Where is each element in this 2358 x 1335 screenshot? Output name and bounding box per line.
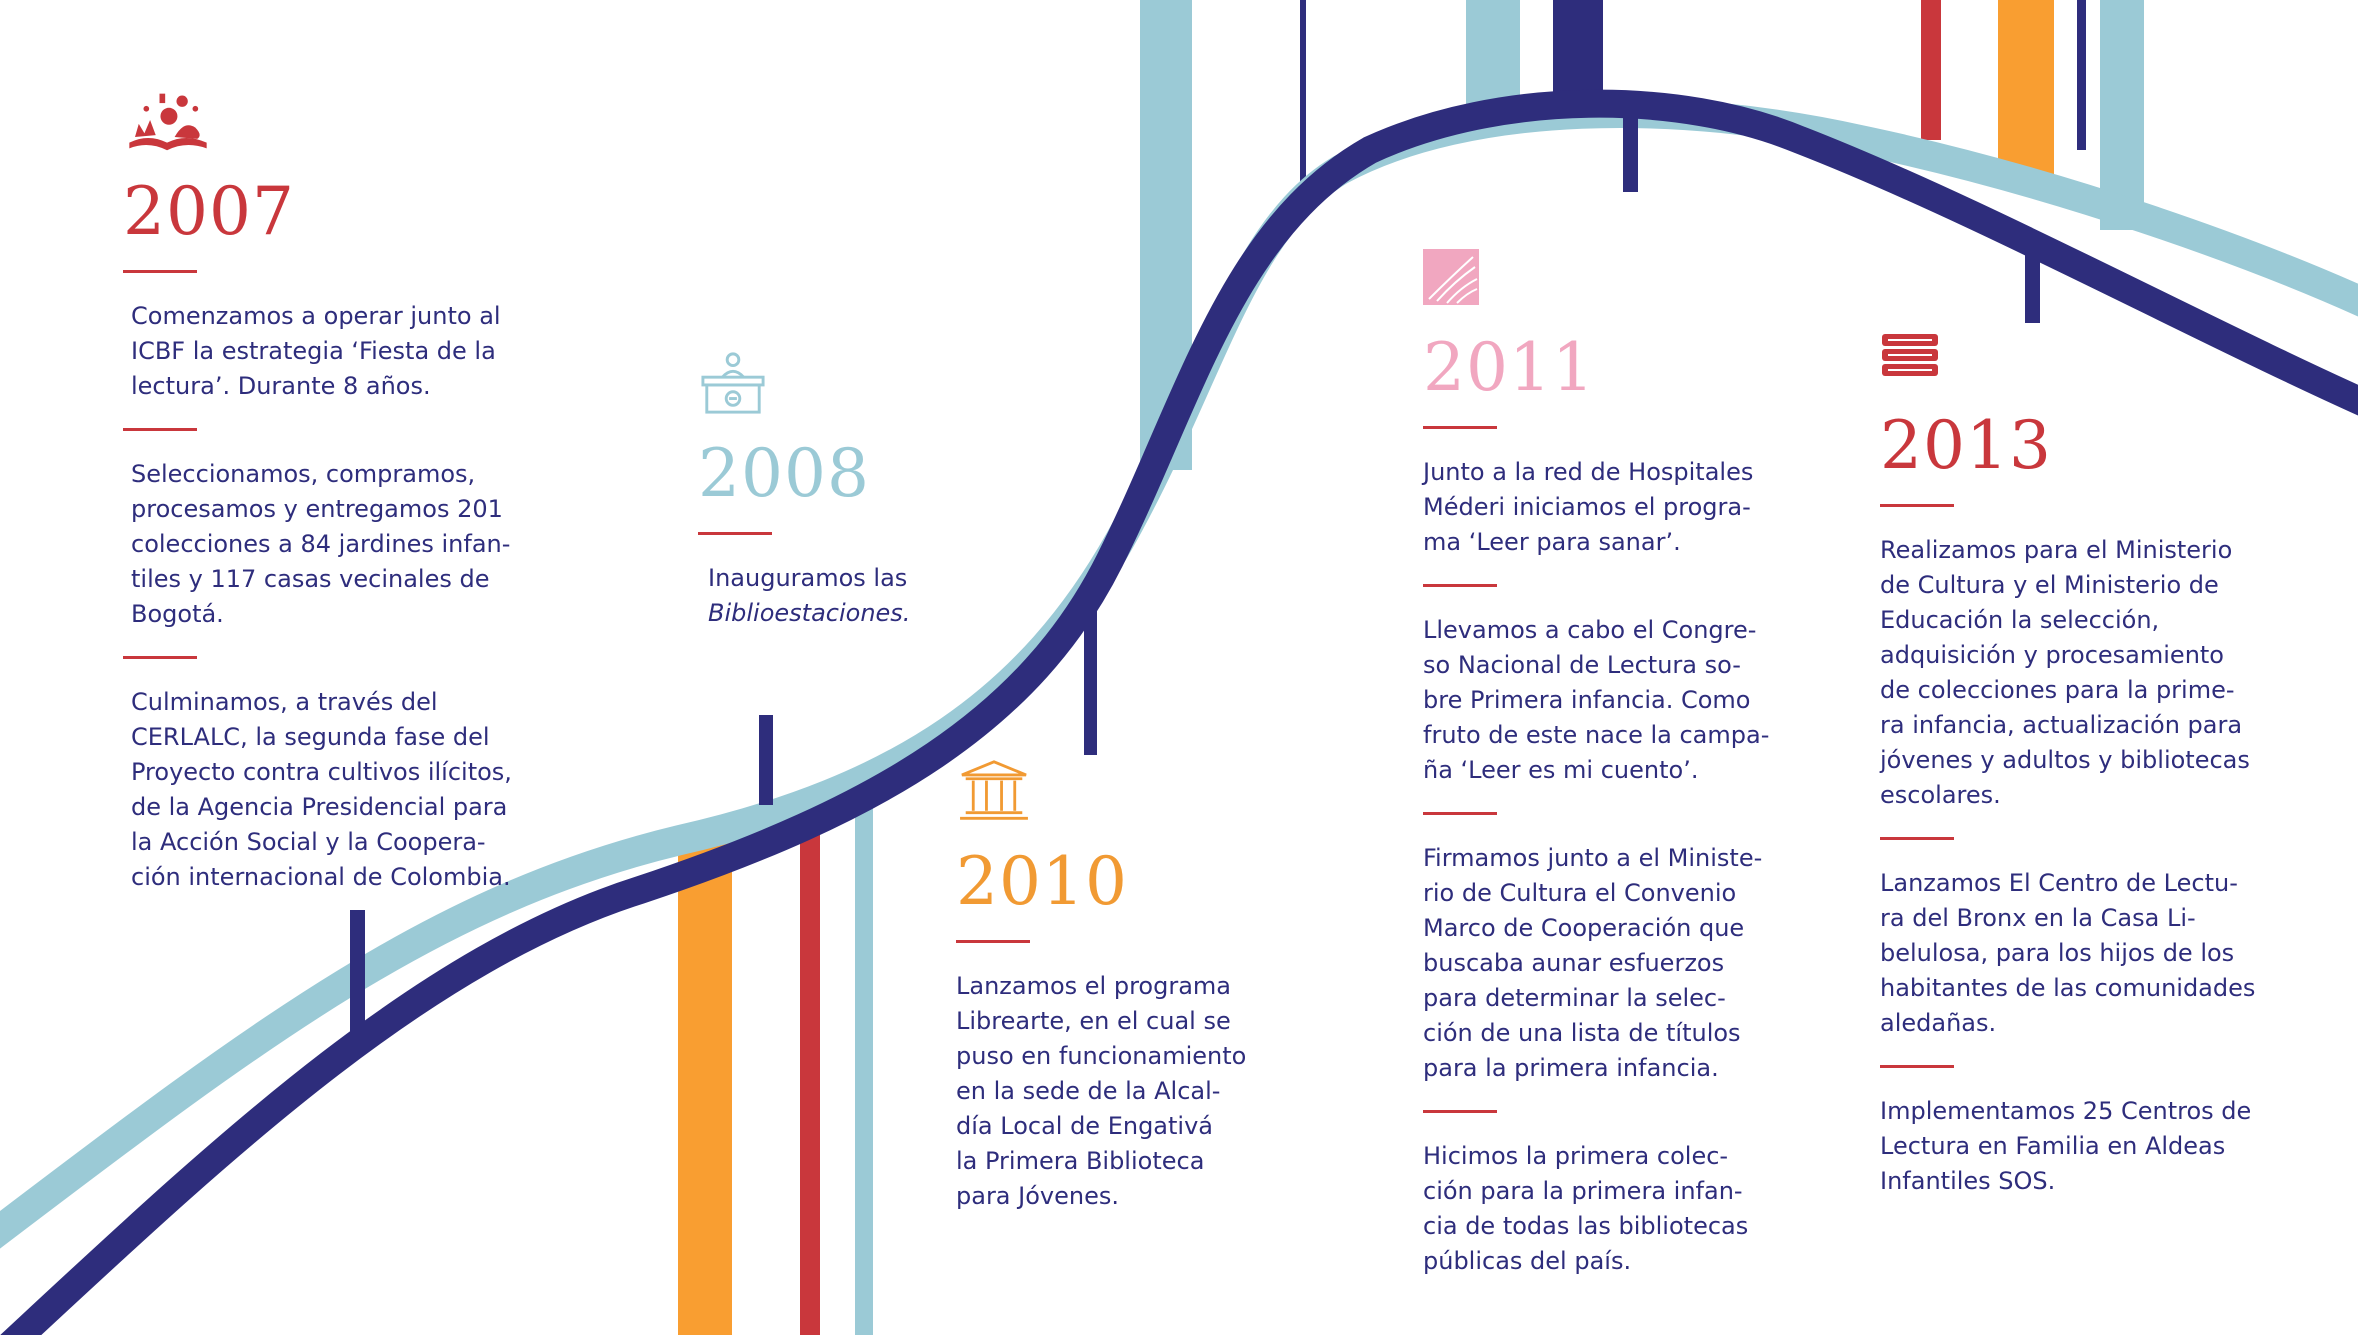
paragraph: Lanzamos el programa Librearte, en el cual se puso en funcionamiento en la sede de la Alcal- día Local de Engativá la Primera Biblioteca para Jóvenes. <box>956 972 1247 1210</box>
paragraph <box>708 561 998 631</box>
post-navy-3 <box>1084 600 1097 755</box>
open-book-with-animals-icon <box>123 88 213 154</box>
bar-navy-top-thin <box>2077 0 2086 150</box>
year-heading: 2013 <box>1880 407 2052 484</box>
divider <box>1423 812 1497 815</box>
entry-2011 <box>1423 244 1783 1303</box>
paragraph: Lanzamos El Centro de Lectu- ra del Bronx en la Casa Li- belulosa, para los hijos de los habitantes de las comunidades aledañas. <box>1880 869 2256 1037</box>
bar-light-blue-bottom <box>855 780 873 1335</box>
paragraph: Llevamos a cabo el Congre- so Nacional de Lectura so- bre Primera infancia. Como fruto de este nace la campa- ña ‘Leer es mi cuento’. <box>1423 616 1770 784</box>
divider <box>123 656 197 659</box>
post-navy-1 <box>350 910 365 1045</box>
divider <box>1423 426 1497 429</box>
paragraph: Realizamos para el Ministerio de Cultura y el Ministerio de Educación la selección, adquisición y procesamiento de colecciones para la prime- ra infancia, actualización para jóvenes y adultos y bibliotecas escolares. <box>1880 536 2250 809</box>
bar-navy-top-1 <box>1300 0 1306 190</box>
stack-of-books-icon <box>1880 322 1940 388</box>
divider <box>1880 837 1954 840</box>
paragraph: Implementamos 25 Centros de Lectura en Familia en Aldeas Infantiles SOS. <box>1880 1097 2252 1195</box>
entry-2013 <box>1880 322 2280 1223</box>
paragraph: Culminamos, a través del CERLALC, la segunda fase del Proyecto contra cultivos ilícitos, de la Agencia Presidencial para la Acción Social y la Coopera- ción internacional de Colombia. <box>131 688 512 891</box>
paragraph: Seleccionamos, compramos, procesamos y entregamos 201 colecciones a 84 jardines infan- tiles y 117 casas vecinales de Bogotá. <box>131 460 511 628</box>
year-heading: 2008 <box>698 435 870 512</box>
library-building-icon <box>956 758 1032 824</box>
paragraph: Comenzamos a operar junto al ICBF la estrategia ‘Fiesta de la lectura’. Durante 8 años. <box>131 302 501 400</box>
paragraph-text: Inauguramos las <box>708 564 908 592</box>
bar-red-top-1 <box>1921 0 1941 140</box>
divider <box>956 940 1030 943</box>
year-heading: 2007 <box>123 173 295 250</box>
kiosk-desk-icon <box>698 350 768 416</box>
bar-red-bottom <box>800 800 820 1335</box>
entry-2007 <box>123 88 543 919</box>
year-heading: 2011 <box>1423 329 1595 406</box>
entry-2010 <box>956 758 1256 1238</box>
paragraph: Firmamos junto a el Ministe- rio de Cultura el Convenio Marco de Cooperación que buscaba aunar esfuerzos para determinar la selec- ción de una lista de títulos para la primera infancia. <box>1423 844 1763 1082</box>
divider <box>123 270 197 273</box>
divider <box>1423 584 1497 587</box>
divider <box>1423 1110 1497 1113</box>
entry-2008 <box>698 350 998 655</box>
post-navy-2 <box>759 715 773 805</box>
divider <box>123 428 197 431</box>
paragraph: Hicimos la primera colec- ción para la primera infan- cia de todas las bibliotecas públicas del país. <box>1423 1142 1749 1275</box>
divider <box>1880 504 1954 507</box>
paragraph: Junto a la red de Hospitales Méderi iniciamos el progra- ma ‘Leer para sanar’. <box>1423 458 1754 556</box>
open-book-pages-icon <box>1423 244 1479 310</box>
post-navy-5 <box>2025 255 2040 323</box>
bar-orange-bottom <box>678 830 732 1335</box>
divider <box>698 532 772 535</box>
bar-orange-top <box>1998 0 2054 180</box>
paragraph-italic-text: Biblioestaciones. <box>708 599 911 627</box>
divider <box>1880 1065 1954 1068</box>
year-heading: 2010 <box>956 843 1128 920</box>
post-navy-4 <box>1623 100 1638 192</box>
